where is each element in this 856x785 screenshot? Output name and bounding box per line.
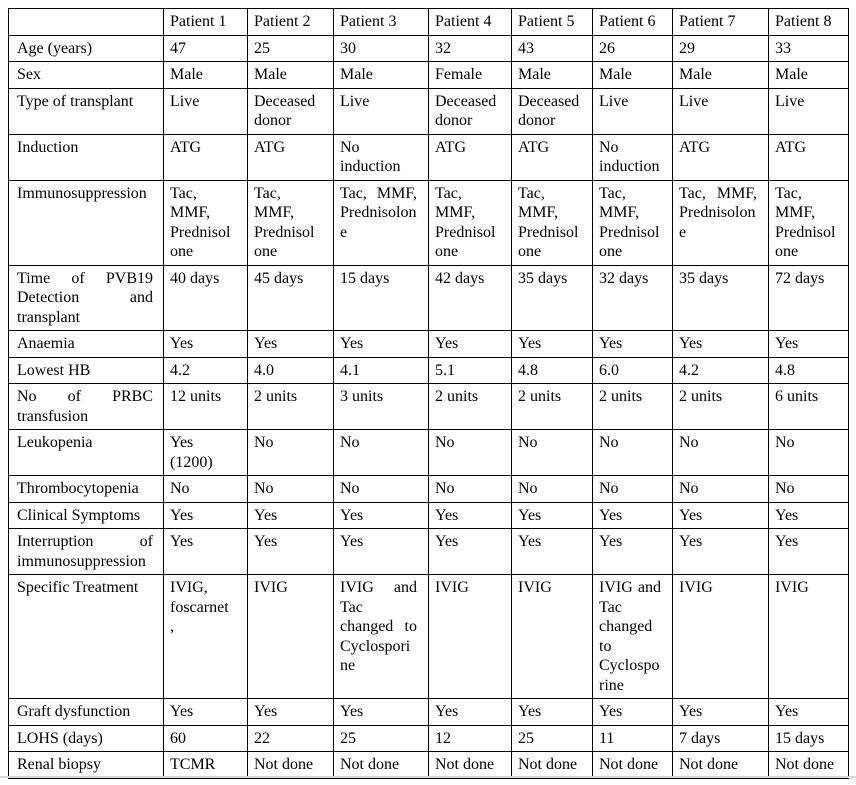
value-cell: 4.1 [334, 357, 429, 384]
patient-characteristics-table [8, 8, 849, 779]
value-cell: 25 [248, 35, 334, 62]
value-cell: Live [769, 88, 849, 134]
value-cell: No [334, 430, 429, 476]
value-cell: 4.0 [248, 357, 334, 384]
value-cell: Female [429, 62, 512, 89]
row-label-cell: Immunosuppression [9, 180, 164, 265]
value-cell: Live [593, 88, 673, 134]
value-cell: 60 [164, 725, 248, 752]
row-label-cell: Graft dysfunction [9, 699, 164, 726]
value-cell: Tac, MMF, Prednisolone [769, 180, 849, 265]
value-cell: Yes [673, 529, 769, 575]
column-header-cell: Patient 6 [593, 9, 673, 36]
table-row [9, 384, 849, 430]
column-header-cell: Patient 7 [673, 9, 769, 36]
value-cell: Not done [593, 752, 673, 779]
value-cell: 42 days [429, 265, 512, 331]
value-cell: 3 units [334, 384, 429, 430]
value-cell: No induction [334, 134, 429, 180]
value-cell: ATG [164, 134, 248, 180]
value-cell: Male [334, 62, 429, 89]
value-cell: TCMR [164, 752, 248, 779]
row-label-cell: Clinical Symptoms [9, 502, 164, 529]
value-cell: IVIG, foscarnet , [164, 575, 248, 699]
value-cell: Yes [593, 502, 673, 529]
table-row [9, 134, 849, 180]
value-cell: No [512, 476, 593, 503]
value-cell: Yes [512, 529, 593, 575]
table-row [9, 725, 849, 752]
value-cell: No [673, 430, 769, 476]
value-cell: Tac, MMF, Prednisolone [164, 180, 248, 265]
value-cell: Tac, MMF, Prednisolone [512, 180, 593, 265]
value-cell: Yes [334, 529, 429, 575]
value-cell: Tac, MMF, Prednisolone [334, 180, 429, 265]
value-cell: Yes [593, 529, 673, 575]
value-cell: Deceased donor [429, 88, 512, 134]
table-row [9, 430, 849, 476]
horizontal-rule [0, 776, 856, 778]
value-cell: Yes [164, 699, 248, 726]
value-cell: Live [164, 88, 248, 134]
table-row [9, 331, 849, 358]
value-cell: Male [512, 62, 593, 89]
column-header-cell: Patient 5 [512, 9, 593, 36]
value-cell: Yes [512, 331, 593, 358]
value-cell: ATG [673, 134, 769, 180]
value-cell: 12 units [164, 384, 248, 430]
value-cell: 11 [593, 725, 673, 752]
row-label-cell: Renal biopsy [9, 752, 164, 779]
value-cell: 26 [593, 35, 673, 62]
value-cell: No [673, 476, 769, 503]
table-row [9, 502, 849, 529]
value-cell: Yes [248, 502, 334, 529]
column-header-cell: Patient 8 [769, 9, 849, 36]
table-row [9, 575, 849, 699]
value-cell: ATG [769, 134, 849, 180]
value-cell: Yes [593, 331, 673, 358]
value-cell: Yes [769, 331, 849, 358]
table-row [9, 476, 849, 503]
table-row [9, 265, 849, 331]
value-cell: No [429, 430, 512, 476]
value-cell: Deceased donor [248, 88, 334, 134]
table-row [9, 35, 849, 62]
column-header-cell: Patient 3 [334, 9, 429, 36]
value-cell: 2 units [429, 384, 512, 430]
row-label-cell: Age (years) [9, 35, 164, 62]
row-label-cell: No of PRBC transfusion [9, 384, 164, 430]
value-cell: Tac, MMF, Prednisolone [429, 180, 512, 265]
value-cell: Yes [429, 529, 512, 575]
value-cell: 33 [769, 35, 849, 62]
row-label-cell: Leukopenia [9, 430, 164, 476]
value-cell: Yes [429, 502, 512, 529]
row-label-cell: Interruption of immunosuppression [9, 529, 164, 575]
value-cell: Live [673, 88, 769, 134]
value-cell: Deceased donor [512, 88, 593, 134]
value-cell: Yes [769, 529, 849, 575]
value-cell: No induction [593, 134, 673, 180]
value-cell: IVIG [429, 575, 512, 699]
value-cell: 22 [248, 725, 334, 752]
value-cell: Yes [334, 331, 429, 358]
row-label-cell: Type of transplant [9, 88, 164, 134]
value-cell: Not done [248, 752, 334, 779]
table-row [9, 752, 849, 779]
value-cell: IVIG [673, 575, 769, 699]
value-cell: Tac, MMF, Prednisolone [248, 180, 334, 265]
value-cell: 25 [512, 725, 593, 752]
value-cell: Yes [429, 331, 512, 358]
value-cell: 43 [512, 35, 593, 62]
value-cell: Not done [334, 752, 429, 779]
value-cell: 2 units [248, 384, 334, 430]
value-cell: Male [769, 62, 849, 89]
value-cell: 35 days [512, 265, 593, 331]
value-cell: 4.2 [164, 357, 248, 384]
row-label-cell: Lowest HB [9, 357, 164, 384]
table-row [9, 699, 849, 726]
value-cell: Yes [429, 699, 512, 726]
row-label-cell: Anaemia [9, 331, 164, 358]
table-row [9, 180, 849, 265]
value-cell: 2 units [512, 384, 593, 430]
value-cell: Not done [512, 752, 593, 779]
value-cell: 6 units [769, 384, 849, 430]
value-cell: IVIG [248, 575, 334, 699]
row-label-cell: Thrombocytopenia [9, 476, 164, 503]
column-header-cell: Patient 4 [429, 9, 512, 36]
row-label-cell: LOHS (days) [9, 725, 164, 752]
value-cell: 6.0 [593, 357, 673, 384]
value-cell: Male [248, 62, 334, 89]
value-cell: Tac, MMF, Prednisolone [593, 180, 673, 265]
table-row [9, 62, 849, 89]
value-cell: No [769, 476, 849, 503]
value-cell: Yes [334, 502, 429, 529]
column-header-cell: Patient 1 [164, 9, 248, 36]
value-cell: No [769, 430, 849, 476]
value-cell: 12 [429, 725, 512, 752]
table-row [9, 357, 849, 384]
header-row [9, 9, 849, 36]
value-cell: IVIG [769, 575, 849, 699]
value-cell: Not done [429, 752, 512, 779]
row-label-cell: Induction [9, 134, 164, 180]
value-cell: No [164, 476, 248, 503]
value-cell: Male [593, 62, 673, 89]
value-cell: Yes [769, 502, 849, 529]
value-cell: 5.1 [429, 357, 512, 384]
value-cell: Yes [673, 331, 769, 358]
value-cell: IVIG and Tac changed to Cyclosporine [334, 575, 429, 699]
value-cell: 32 [429, 35, 512, 62]
value-cell: Yes [593, 699, 673, 726]
table-row [9, 529, 849, 575]
value-cell: Yes [512, 699, 593, 726]
value-cell: 4.2 [673, 357, 769, 384]
value-cell: Male [164, 62, 248, 89]
value-cell: 32 days [593, 265, 673, 331]
value-cell: 2 units [673, 384, 769, 430]
value-cell: No [593, 476, 673, 503]
value-cell: 40 days [164, 265, 248, 331]
value-cell: 7 days [673, 725, 769, 752]
value-cell: 47 [164, 35, 248, 62]
value-cell: No [248, 430, 334, 476]
value-cell: No [248, 476, 334, 503]
value-cell: Not done [769, 752, 849, 779]
row-label-cell: Specific Treatment [9, 575, 164, 699]
value-cell: 25 [334, 725, 429, 752]
value-cell: 15 days [334, 265, 429, 331]
column-header-cell: Patient 2 [248, 9, 334, 36]
value-cell: Not done [673, 752, 769, 779]
value-cell: Yes [248, 699, 334, 726]
value-cell: ATG [248, 134, 334, 180]
value-cell: Yes [248, 529, 334, 575]
value-cell: Yes [164, 331, 248, 358]
value-cell: No [429, 476, 512, 503]
value-cell: Yes [673, 502, 769, 529]
value-cell: Yes [512, 502, 593, 529]
table-row [9, 88, 849, 134]
value-cell: 29 [673, 35, 769, 62]
value-cell: 4.8 [769, 357, 849, 384]
value-cell: Yes [334, 699, 429, 726]
value-cell: 4.8 [512, 357, 593, 384]
value-cell: Male [673, 62, 769, 89]
value-cell: No [512, 430, 593, 476]
value-cell: Tac, MMF, Prednisolone [673, 180, 769, 265]
corner-cell [9, 9, 164, 36]
value-cell: ATG [512, 134, 593, 180]
value-cell: IVIG [512, 575, 593, 699]
value-cell: Live [334, 88, 429, 134]
value-cell: No [593, 430, 673, 476]
value-cell: 35 days [673, 265, 769, 331]
value-cell: 30 [334, 35, 429, 62]
value-cell: 2 units [593, 384, 673, 430]
value-cell: Yes [769, 699, 849, 726]
value-cell: 45 days [248, 265, 334, 331]
value-cell: Yes [673, 699, 769, 726]
row-label-cell: Time of PVB19 Detection and transplant [9, 265, 164, 331]
value-cell: Yes (1200) [164, 430, 248, 476]
value-cell: Yes [164, 529, 248, 575]
row-label-cell: Sex [9, 62, 164, 89]
value-cell: Yes [248, 331, 334, 358]
value-cell: 15 days [769, 725, 849, 752]
value-cell: Yes [164, 502, 248, 529]
value-cell: 72 days [769, 265, 849, 331]
value-cell: IVIG and Tac changed to Cyclosporine [593, 575, 673, 699]
value-cell: No [334, 476, 429, 503]
value-cell: ATG [429, 134, 512, 180]
